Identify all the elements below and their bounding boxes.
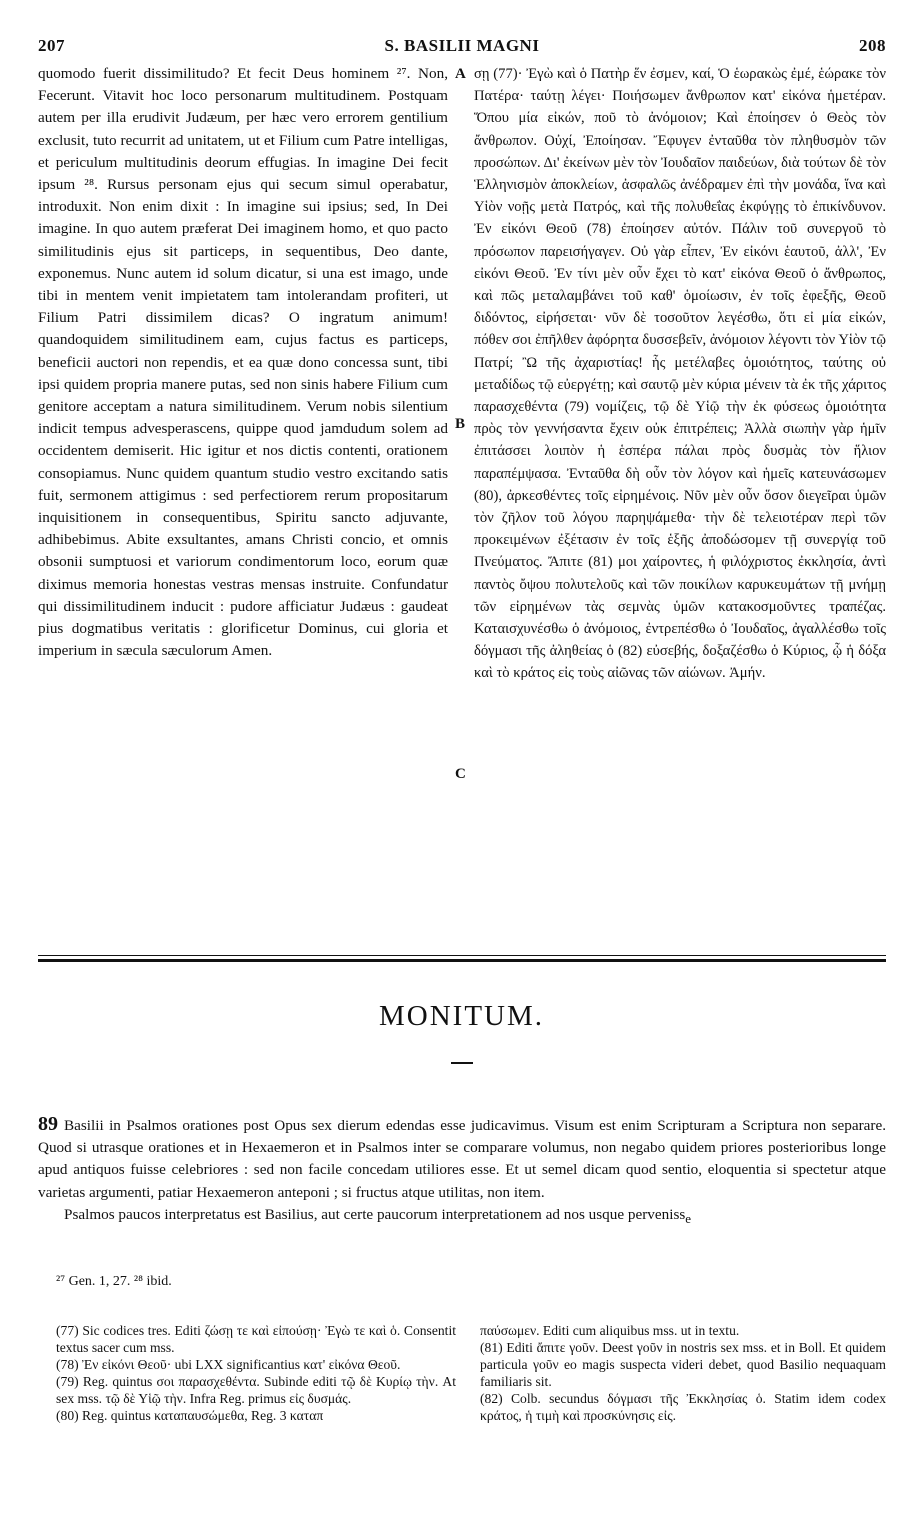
page-number-left: 207: [38, 36, 65, 55]
note-80-continued: παύσωμεν. Editi cum aliquibus mss. ut in textu.: [480, 1323, 740, 1338]
note-79: (79) Reg. quintus σοι παρασχεθέντα. Subinde editi τῷ δὲ Κυρίῳ τὴν. At sex mss. τῷ δὲ Υἱῷ τὴν. Infra Reg. primus εἰς δυσμάς.: [56, 1374, 456, 1406]
greek-text: σῃ (77)· Ἐγὼ καὶ ὁ Πατὴρ ἕν ἐσμεν, καί, Ὁ ἑωρακὼς ἐμέ, ἑώρακε τὸν Πατέρα· ταύτῃ λέγει· Ποιήσωμεν ἄνθρωπον κατ' εἰκόνα ἡμετέραν. Ὅπου μία εἰκών, ποῦ τὸ ἀνόμοιον; Καὶ ἐποίησεν ὁ Θεὸς τὸν ἄνθρωπον. Οὐχί, Ἐποίησαν. Ἔφυγεν ἐνταῦθα τὸν πληθυσμὸν τῶν προσώπων. Δι' ἐκείνων μὲν τὸν Ἰουδαῖον παιδεύων, διὰ τούτων δὲ τὸν Ἑλληνισμὸν ἀποκλείων, ἀσφαλῶς ἀνέδραμεν ἐπὶ τὴν μονάδα, ἵνα καὶ Υἱὸν νοῇς μετὰ Πατρός, καὶ τῆς πολυθεΐας ἐκφύγῃς τὸ ἐπικίνδυνον. Ἐν εἰκόνι Θεοῦ (78) ἐποίησεν αὐτόν. Πάλιν τοῦ συνεργοῦ τὸ πρόσωπον παρεισήγαγεν. Οὐ γὰρ εἶπεν, Ἐν εἰκόνι ἑαυτοῦ, ἀλλ', Ἐν εἰκόνι Θεοῦ. Ἐν τίνι μὲν οὖν ἔχει τὸ κατ' εἰκόνα Θεοῦ ὁ ἄνθρωπος, καὶ πῶς μεταλαμβάνει τοῦ καθ' ὁμοίωσιν, ἐν τοῖς ἐφεξῆς, Θεοῦ διδόντος, εἰρήσεται· νῦν δὲ τοσοῦτον λεγέσθω, ὅτι εἰ μία εἰκών, πόθεν σοι ἐπῆλθεν ἀφόρητα δυσσεβεῖν, ἀνόμοιον λέγοντι τὸν Υἱὸν τῷ Πατρί; Ὢ τῆς ἀχαριστίας! ἧς μετέλαβες ὁμοιότητος, ταύτης οὐ μεταδίδως τῷ εὐεργέτῃ; καὶ σαυτῷ μὲν κύρια μένειν τὰ ἐκ τῆς χάριτος παρασχεθέντα (79) νομίζεις, τῷ δὲ Υἱῷ τὴν ἐκ φύσεως ὁμοιότητα πρὸς τὸν γεννήσαντα ἔχειν οὐκ ἐπιτρέπεις; Ἀλλὰ σιωπὴν γὰρ ἡμῖν ἐπιτάσσει λοιπὸν ἡ ἑσπέρα πάλαι πρὸς δυσμὰς τὸν ἥλιον παραπέμψασα. Ἐνταῦθα δὴ οὖν τὸν λόγον καὶ ἡμεῖς κατευνάσωμεν (80), ἀρκεσθέντες τοῖς εἰρημένοις. Νῦν μὲν οὖν ὅσον διεγεῖραι ὑμῶν τὸν ζῆλον τοῦ λόγου παρηψάμεθα· τὴν δὲ τελειοτέραν περὶ τῶν προκειμένων ἐξέτασιν ἐν τοῖς ἑξῆς ἀποδώσομεν τῇ συνεργίᾳ τοῦ Πνεύματος. Ἄπιτε (81) μοι χαίροντες, ἡ φιλόχριστος ἐκκλησία, ἀντὶ παντὸς ὄψου πολυτελοῦς καὶ τῶν ποικίλων καρυκευμάτων τῇ μνήμῃ τῶν εἰρημένων τὰς σεμνὰς ὑμῶν κατακοσμοῦντες τραπέζας. Καταισχυνέσθω ὁ ἀνόμοιος, ἐντρεπέσθω ὁ Ἰουδαῖος, ἀγαλλέσθω τοῖς δόγμασι τῆς ἀληθείας ὁ (82) εὐσεβής, δοξαζέσθω ὁ Κύριος, ᾧ ἡ δόξα καὶ τὸ κράτος εἰς τοὺς αἰῶνας τῶν αἰώνων. Ἀμήν.: [474, 66, 886, 682]
margin-marker-b: B: [455, 416, 466, 432]
monitum-heading: MONITUM.: [378, 1000, 545, 1032]
notes-left-column: [56, 1322, 456, 1424]
running-title: S. BASILII MAGNI: [384, 36, 540, 55]
scripture-footnotes: ²⁷ Gen. 1, 27. ²⁸ ibid.: [56, 1274, 172, 1289]
monitum-para2-text: Psalmos paucos interpretatus est Basilius, aut certe paucorum interpretationem ad nos usque perveniss: [64, 1205, 686, 1223]
page-number-right: 208: [859, 36, 886, 55]
margin-marker-c: C: [455, 766, 466, 782]
monitum-para2-end: e: [685, 1210, 692, 1226]
latin-text: quomodo fuerit dissimilitudo? Et fecit Deus hominem ²⁷. Non, Fecerunt. Vitavit hoc loco personarum multitudinem. Postquam autem per illa erudivit Judæum, per hæc vero errorem gentilium exclusit, tuto recurrit ad unitatem, ut et Filium cum Patre intelligas, et periculum multitudinis deorum effugias. In imagine Dei fecit ipsum ²⁸. Rursus personam ejus qui secum simul operabatur, introduxit. Non enim dixit : In imagine sui ipsius; sed, In Dei imagine. In quo autem præferat Dei imaginem homo, et quo pacto similitudinis ejus sit particeps, in sequentibus, Deo dante, exponemus. Nunc autem id solum dicatur, si una est imago, unde tibi in mentem venit impietatem tam intolerandam profiteri, ut Filium Patri dissimilem dicas? O ingratum animum! quandoquidem similitudinem eam, cujus factus es particeps, beneficii auctori non rependis, et ea quæ dono concessa sunt, tibi ipsi quidem propria manere putas, sed non sinis habere Filium cum genitore acceptam a natura similitudinem. Verum nobis silentium indicit tempus advesperascens, quippe quod jamdudum solem ad occidentem demiserit. Hic igitur et nos dictis contenti, orationem consopiamus. Nunc quidem quantum studio vestro excitando satis fuit, sermonem attigimus : sed perfectiorem rerum propositarum inquisitionem in consequentibus, Spiritu sancto adjuvante, adhibebimus. Abite exsultantes, amans Christi concio, et omnis obsonii sumptuosi et variorum condimentorum loco, eorum quæ diximus memoria honestas vestras mensas instruite. Confundatur qui dissimilitudinem inducit : pudore afficiatur Judæus : gaudeat pius dogmatibus veritatis : glorificetur Dominus, cui gloria et imperium in sæcula sæculorum Amen.: [38, 65, 448, 660]
note-78: (78) Ἐν εἰκόνι Θεοῦ· ubi LXX significantius κατ' εἰκόνα Θεοῦ.: [56, 1357, 401, 1372]
margin-marker-a: A: [455, 66, 466, 82]
running-header: [38, 36, 886, 58]
note-77: (77) Sic codices tres. Editi ζώσῃ τε καὶ εἰπούσῃ· Ἐγὼ τε καὶ ὁ. Consentit textus sacer cum mss.: [56, 1323, 456, 1355]
latin-column: [38, 63, 448, 662]
monitum-paragraph-1: [38, 1113, 886, 1204]
monitum-paragraph-2: [38, 1204, 886, 1230]
monitum-para1-text: Basilii in Psalmos orationes post Opus sex dierum edendas esse judicavimus. Visum est enim Scripturam a Scriptura non separare. Quod si utrasque orationes et in Hexaemeron et in Psalmos inter se comparare volumus, non negabo quidem priores posterioribus longe apud antiquos fuisse celebriores : sed non facile concedam utiliores esse. Et ut semel dicam quod sentio, eloquentia si spectetur atque varietas argumenti, patiar Hexaemeron anteponi ; si fructus atque utilitas, non item.: [38, 1117, 886, 1201]
section-rule-thick: [38, 959, 886, 962]
note-81: (81) Editi ἄπιτε γοῦν. Deest γοῦν in nostris sex mss. et in Boll. Et quidem particula γοῦν eo magis suspecta videri debet, quod Basilio nequaquam familiaris sit.: [480, 1340, 886, 1389]
section-number: 89: [38, 1113, 58, 1135]
section-rule-thin: [38, 955, 886, 956]
note-80: (80) Reg. quintus καταπαυσώμεθα, Reg. 3 καταπ: [56, 1408, 324, 1423]
greek-column: [474, 63, 886, 685]
monitum-body: [38, 1113, 886, 1230]
notes-right-column: [480, 1322, 886, 1424]
heading-dash: [451, 1062, 473, 1064]
note-82: (82) Colb. secundus δόγμασι τῆς Ἐκκλησίας ὁ. Statim idem codex κράτος, ἡ τιμὴ καὶ προσκύνησις εἰς.: [480, 1391, 886, 1423]
